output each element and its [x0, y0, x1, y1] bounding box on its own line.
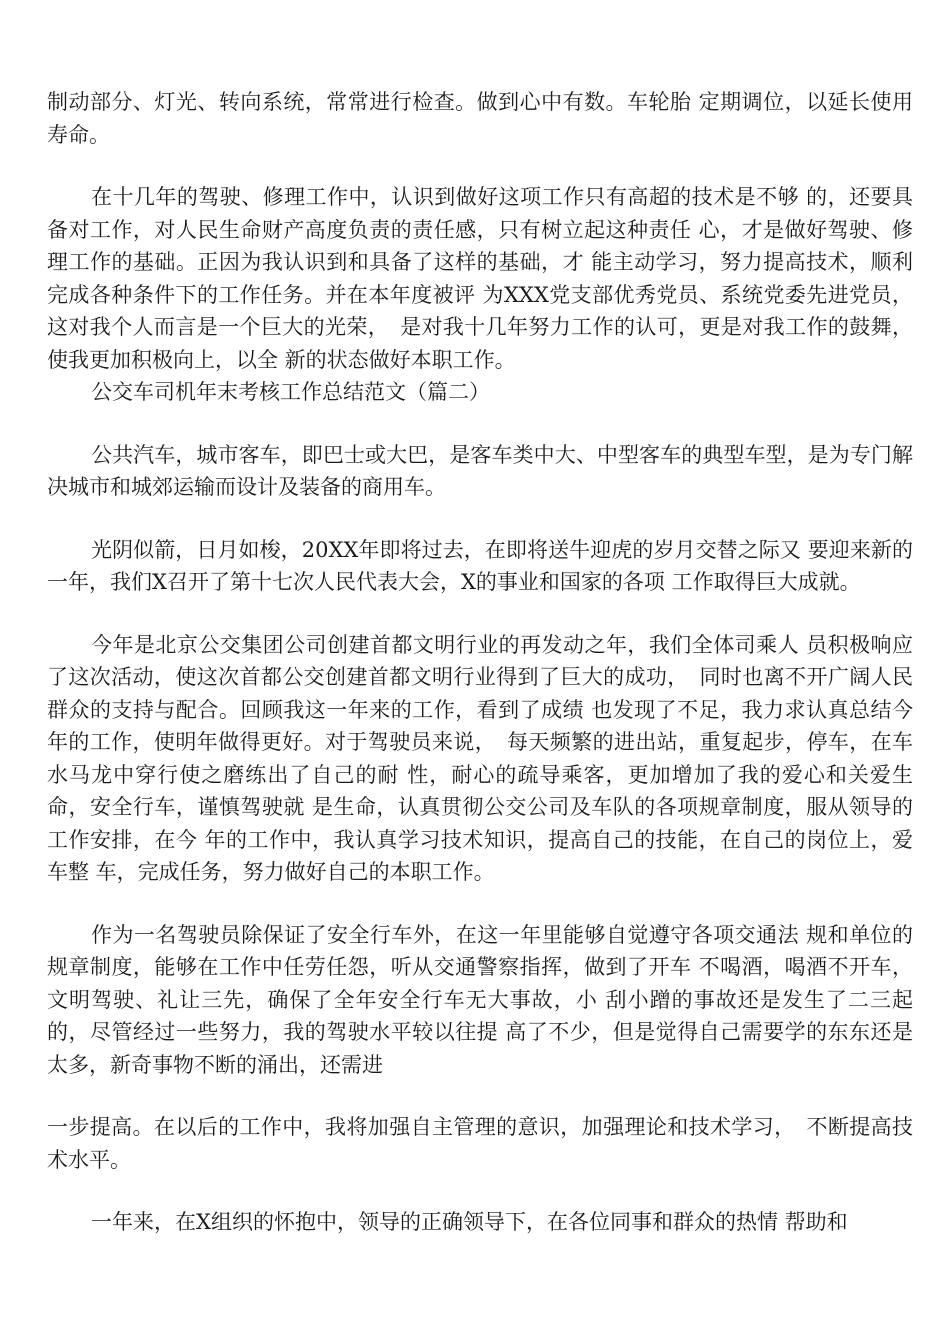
document-page	[47, 86, 913, 1239]
paragraph-continuation: 一步提高。在以后的工作中，我将加强自主管理的意识，加强理论和技术学习， 不断提高技术水平。	[47, 1115, 913, 1172]
paragraph-safe-driving: 作为一名驾驶员除保证了安全行车外，在这一年里能够自觉遵守各项交通法 规和单位的规章制度，能够在工作中任劳任怨，听从交通警察指挥，做到了开车 不喝酒，喝酒不开车，文明驾驶、礼让三先，确保了全年安全行车无大事故，小 刮小蹭的事故还是发生了二三起的，尽管经过一些努力，我的驾驶水平较以往提 高了不少，但是觉得自己需要学的东东还是太多，新奇事物不断的涌出，还需进	[47, 922, 913, 1077]
paragraph-maintenance: 制动部分、灯光、转向系统，常常进行检查。做到心中有数。车轮胎 定期调位，以延长使用寿命。	[47, 90, 913, 147]
paragraph-work-review: 今年是北京公交集团公司创建首都文明行业的再发动之年，我们全体司乘人 员积极响应了这次活动，使这次首都公交创建首都文明行业得到了巨大的成功， 同时也离不开广阔人民群众的支持与配合。回顾我这一年来的工作，看到了成绩 也发现了不足，我力求认真总结今年的工作，使明年做得更好。对于驾驶员来说， 每天频繁的进出站，重复起步，停车，在车水马龙中穿行使之磨练出了自己的耐 性，耐心的疏导乘客，更加增加了我的爱心和关爱生命，安全行车，谨慎驾驶就 是生命，认真贯彻公交公司及车队的各项规章制度，服从领导的工作安排，在今 年的工作中，我认真学习技术知识，提高自己的技能，在自己的岗位上，爱车整 车，完成任务，努力做好自己的本职工作。	[47, 632, 913, 884]
paragraph-year-intro: 光阴似箭，日月如梭，20XX年即将过去，在即将送牛迎虎的岁月交替之际又 要迎来新的一年，我们X召开了第十七次人民代表大会，X的事业和国家的各项 工作取得巨大成就。	[47, 537, 913, 594]
paragraph-bus-definition: 公共汽车，城市客车，即巴士或大巴，是客车类中大、中型客车的典型车型，是为专门解决城市和城郊运输而设计及装备的商用车。	[47, 442, 913, 499]
paragraph-closing: 一年来，在X组织的怀抱中，领导的正确领导下，在各位同事和群众的热情 帮助和	[91, 1210, 848, 1234]
section-heading: 公交车司机年末考核工作总结范文（篇二）	[91, 380, 490, 404]
paragraph-responsibility: 在十几年的驾驶、修理工作中，认识到做好这项工作只有高超的技术是不够 的，还要具备对工作，对人民生命财产高度负责的责任感，只有树立起这种责任 心，才是做好驾驶、修理工作的基础。正因为我认识到和具备了这样的基础，才 能主动学习，努力提高技术，顺利完成各种条件下的工作任务。并在本年度被评 为XXX党支部优秀党员、系统党委先进党员，这对我个人而言是一个巨大的光荣， 是对我十几年努力工作的认可，更是对我工作的鼓舞，使我更加积极向上，以全 新的状态做好本职工作。	[47, 185, 913, 372]
